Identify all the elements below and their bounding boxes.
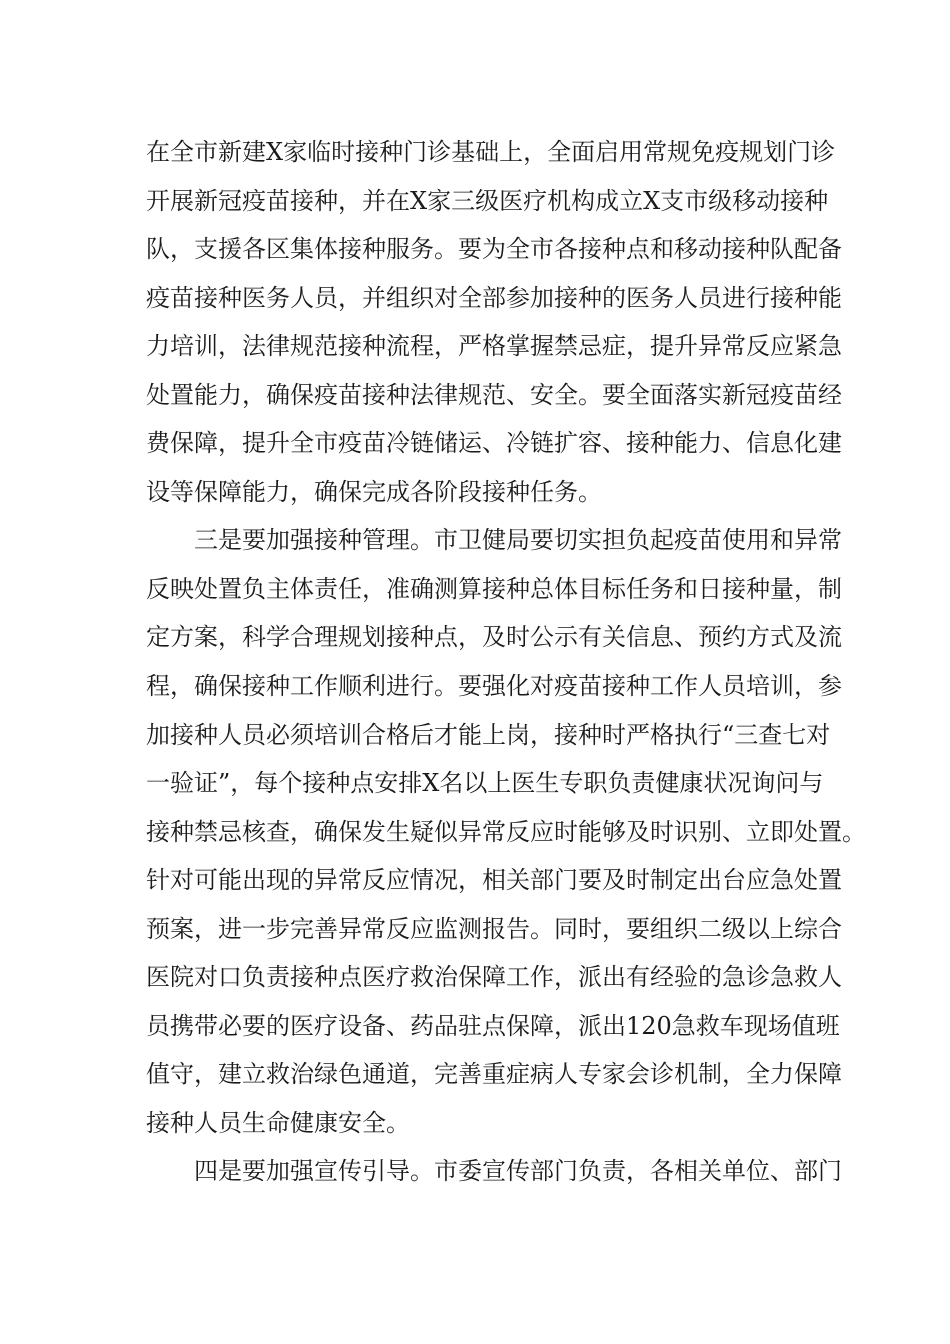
text-line: 值守，建立救治绿色通道，完善重症病人专家会诊机制，全力保障 — [146, 1060, 842, 1089]
text-line: 开展新冠疫苗接种，并在X家三级医疗机构成立X支市级移动接种 — [146, 186, 829, 215]
text-line: 定方案，科学合理规划接种点，及时公示有关信息、预约方式及流 — [146, 623, 842, 652]
text-line: 四是要加强宣传引导。市委宣传部门负责，各相关单位、部门 — [194, 1157, 842, 1186]
text-line: 一验证”，每个接种点安排X名以上医生专职负责健康状况询问与 — [146, 769, 824, 798]
text-line: 员携带必要的医疗设备、药品驻点保障，派出120急救车现场值班 — [146, 1011, 840, 1040]
paragraph-2 — [146, 516, 866, 1147]
text-line: 程，确保接种工作顺利进行。要强化对疫苗接种工作人员培训，参 — [146, 672, 842, 701]
text-line: 处置能力，确保疫苗接种法律规范、安全。要全面落实新冠疫苗经 — [146, 380, 842, 409]
text-line: 力培训，法律规范接种流程，严格掌握禁忌症，提升异常反应紧急 — [146, 332, 842, 361]
text-line: 加接种人员必须培训合格后才能上岗，接种时严格执行“三查七对 — [146, 720, 831, 749]
text-line: 在全市新建X家临时接种门诊基础上，全面启用常规免疫规划门诊 — [146, 138, 836, 166]
document-body — [146, 128, 866, 1196]
text-line: 队，支援各区集体接种服务。要为全市各接种点和移动接种队配备 — [146, 235, 842, 264]
text-line: 费保障，提升全市疫苗冷链储运、冷链扩容、接种能力、信息化建 — [146, 429, 842, 458]
text-line: 接种禁忌核查，确保发生疑似异常反应时能够及时识别、立即处置。 — [146, 817, 866, 846]
text-line: 疫苗接种医务人员，并组织对全部参加接种的医务人员进行接种能 — [146, 283, 842, 312]
text-line: 预案，进一步完善异常反应监测报告。同时，要组织二级以上综合 — [146, 914, 842, 943]
text-line: 设等保障能力，确保完成各阶段接种任务。 — [146, 477, 602, 506]
text-line: 三是要加强接种管理。市卫健局要切实担负起疫苗使用和异常 — [194, 526, 842, 555]
paragraph-3 — [146, 1147, 842, 1196]
paragraph-1 — [146, 128, 842, 516]
text-line: 反映处置负主体责任，准确测算接种总体目标任务和日接种量，制 — [146, 574, 842, 603]
text-line: 针对可能出现的异常反应情况，相关部门要及时制定出台应急处置 — [146, 866, 842, 895]
text-line: 医院对口负责接种点医疗救治保障工作，派出有经验的急诊急救人 — [146, 963, 842, 992]
text-line: 接种人员生命健康安全。 — [146, 1108, 410, 1137]
